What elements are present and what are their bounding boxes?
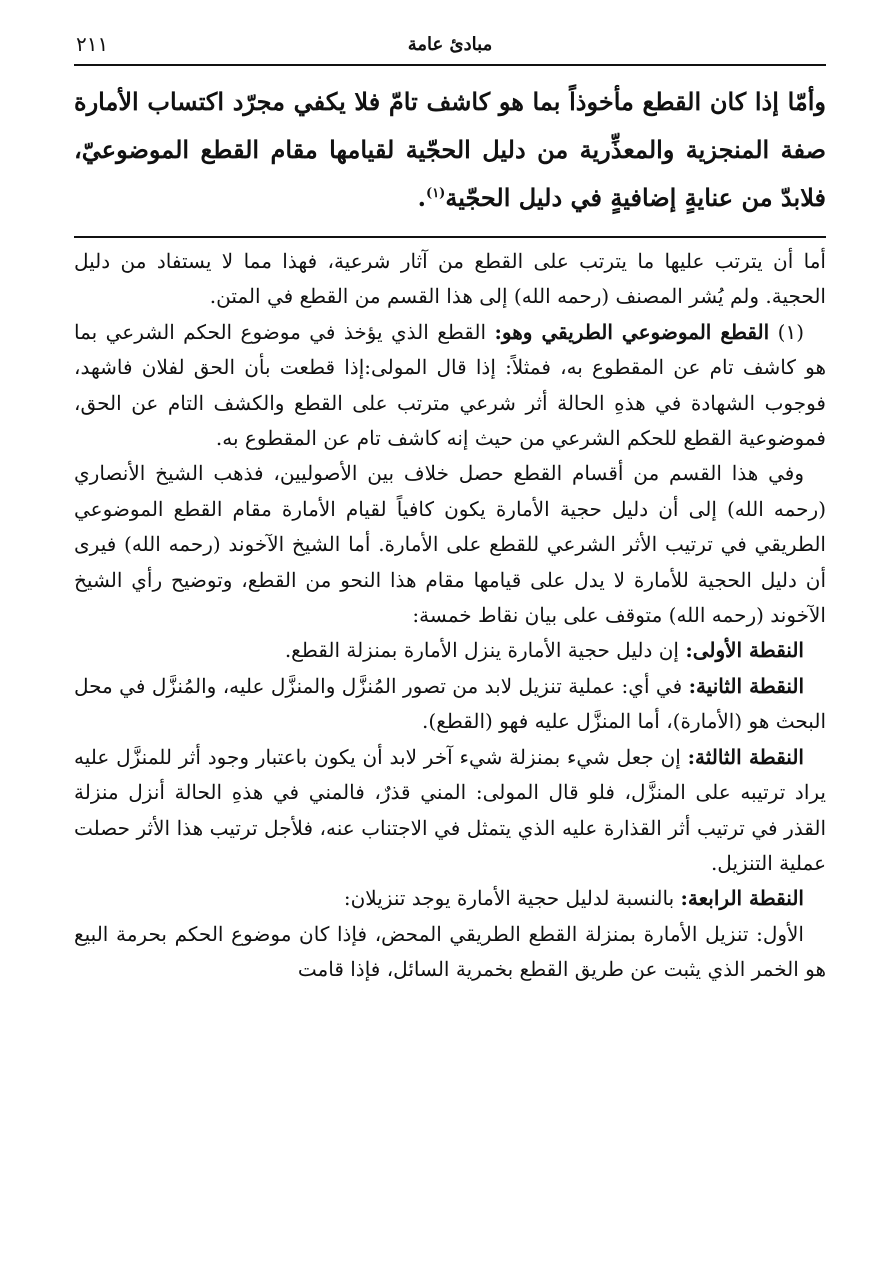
running-header [74,30,826,66]
point-2-text: في أي: عملية تنزيل لابد من تصور المُنزَّل والمنزَّل عليه، والمُنزَّل في محل البحث هو (الأمارة)، أما المنزَّل عليه فهو (القطع). [74,673,826,734]
point-4-text: بالنسبة لدليل حجية الأمارة يوجد تنزيلان: [343,886,675,911]
footnotes [74,244,826,988]
footnote-separator [74,236,826,238]
footnote-discussion: وفي هذا القسم من أقسام القطع حصل خلاف بين الأصوليين، فذهب الشيخ الأنصاري (رحمه الله) إلى أن دليل حجية الأمارة يكون كافياً لقيام الأمارة مقام القطع الموضوعي الطريقي في ترتيب الأثر الشرعي للقطع على الأمارة. أما الشيخ الآخوند (رحمه الله) فيرى أن دليل الحجية للأمارة لا يدل على قيامها مقام هذا النحو من القطع، وتوضيح رأي الشيخ الآخوند (رحمه الله) متوقف على بيان نقاط خمسة: [74,461,827,628]
point-4-label: النقطة الرابعة: [680,886,804,911]
main-text-body: وأمّا إذا كان القطع مأخوذاً بما هو كاشف تامّ فلا يكفي مجرّد اكتساب الأمارة صفة المنجزية والمعذِّرية من دليل الحجّية لقيامها مقام القطع الموضوعيّ، فلابدّ من عنايةٍ إضافيةٍ في دليل الحجّية [74,87,826,212]
point-1-label: النقطة الأولى: [685,638,804,663]
point-3-label: النقطة الثالثة: [687,744,804,769]
footnote-number: (١) [777,319,804,344]
footnote-term: القطع الموضوعي الطريقي وهو: [494,319,770,344]
main-paragraph [74,78,826,222]
page-number: ٢١١ [76,32,109,56]
point-3-text: إن جعل شيء بمنزلة شيء آخر لابد أن يكون باعتبار وجود أثر للمنزَّل عليه يراد ترتيبه على المنزَّل، فلو قال المولى: المني قذرٌ، فالمني في هذهِ الحالة أنزل منزلة القذر في ترتيب أثر القذارة عليه الذي يتمثل في الاجتناب عنه، فلأجل ترتيب هذا الأثر حصلت عملية التنزيل. [74,744,826,875]
header-title: مبادئ عامة [407,34,493,55]
book-page [74,30,826,988]
point-1-text: إن دليل حجية الأمارة ينزل الأمارة بمنزلة القطع. [284,638,679,663]
footnote-reference: (١) [426,186,446,201]
point-1 [74,633,826,668]
point-4 [74,881,826,916]
main-text-end: . [417,183,427,212]
point-2-label: النقطة الثانية: [688,673,805,698]
point-3 [74,740,826,882]
footnote-continuation: أما أن يترتب عليها ما يترتب على القطع من آثار شرعية، فهذا مما لا يستفاد من دليل الحجية. ولم يُشر المصنف (رحمه الله) إلى هذا القسم من القطع في المتن. [74,249,826,309]
point-4-first-case: الأول: تنزيل الأمارة بمنزلة القطع الطريقي المحض، فإذا كان موضوع الحكم بحرمة البيع هو الخمر الذي يثبت عن طريق القطع بخمرية السائل، فإذا قامت [74,921,826,982]
point-2 [74,669,826,740]
footnote-1 [74,315,826,457]
footnote-definition: القطع الذي يؤخذ في موضوع الحكم الشرعي بما هو كاشف تام عن المقطوع به، فمثلاً: إذا قال المولى:إذا قطعت بأن الحق لفلان فاشهد، فوجوب الشهادة في هذهِ الحالة أثر شرعي مترتب على القطع والكشف التام عن الحق، فموضوعية القطع للحكم الشرعي من حيث إنه كاشف تام عن المقطوع به. [74,319,826,451]
